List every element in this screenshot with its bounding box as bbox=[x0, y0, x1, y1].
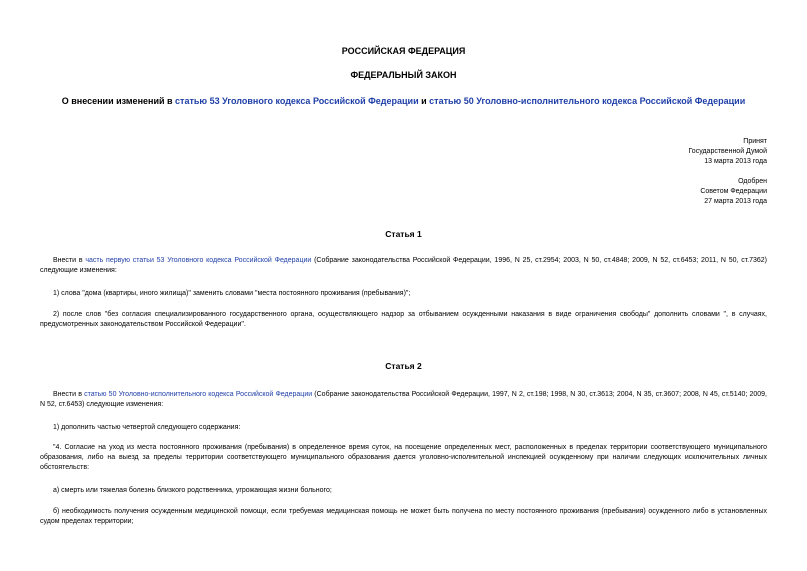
accepted-by: Государственной Думой bbox=[688, 148, 767, 155]
article-2-paragraph-2: 1) дополнить частью четвертой следующего содержания: bbox=[53, 424, 241, 431]
article-1-paragraph-3: 2) после слов "без согласия специализированного государственного органа, осуществляющего надзор за отбыванием осужденными наказания в виде ограничения свободы" дополнить словами ", в случаях, предусмотренных законодательством Российской Федерации". bbox=[40, 311, 767, 328]
article-1-paragraph-2: 1) слова "дома (квартиры, иного жилища)" заменить словами "места постоянного проживания (пребывания)"; bbox=[53, 290, 411, 297]
a2p1-post: (Собрание законодательства Российской Федерации, 1997, N 2, ст.198; 1998, N 30, ст.3613; 2004, N 35, ст.3607; 2008, N 45, ст.5140; 2009, N 52, ст.6453) следующие изменения: bbox=[40, 391, 767, 408]
article-1-paragraph-1 bbox=[40, 256, 767, 276]
doc-type-heading: ФЕДЕРАЛЬНЫЙ ЗАКОН bbox=[350, 70, 457, 80]
a2p1-pre: Внести в bbox=[53, 391, 85, 398]
a1p1-post: (Собрание законодательства Российской Федерации, 1996, N 25, ст.2954; 2003, N 50, ст.4848; 2009, N 52, ст.6453; 2011, N 50, ст.7362) следующие изменения: bbox=[40, 257, 767, 274]
link-part-one-article-53[interactable]: часть первую статьи 53 Уголовного кодекса Российской Федерации bbox=[85, 257, 312, 264]
link-article-50[interactable]: статью 50 Уголовно-исполнительного кодекса Российской Федерации bbox=[84, 391, 313, 398]
article-2-paragraph-3: "4. Согласие на уход из места постоянного проживания (пребывания) в определенное время суток, на посещение определенных мест, расположенных в пределах территории соответствующего муниципального образования, либо на выезд за пределы территории соответствующего муниципального образования дается уголовно-исполнительной инспекцией осужденному при наличии следующих исключительных личных обстоятельств: bbox=[40, 444, 767, 471]
accepted-date: 13 марта 2013 года bbox=[704, 158, 767, 165]
country-heading: РОССИЙСКАЯ ФЕДЕРАЦИЯ bbox=[341, 46, 466, 56]
approved-date: 27 марта 2013 года bbox=[704, 198, 767, 205]
adoption-duma bbox=[688, 137, 767, 167]
adoption-council bbox=[700, 177, 767, 207]
accepted-label: Принят bbox=[743, 138, 767, 145]
title-text-pre: О внесении изменений в bbox=[61, 96, 176, 106]
approved-by: Советом Федерации bbox=[700, 188, 767, 195]
article-2-paragraph-5: б) необходимость получения осужденным медицинской помощи, если требуемая медицинская помощь не может быть получена по месту постоянного проживания (пребывания) осужденного либо в установленных судом пределах территории; bbox=[40, 508, 767, 525]
law-title bbox=[0, 96, 807, 106]
approved-label: Одобрен bbox=[738, 178, 767, 185]
article-1-heading: Статья 1 bbox=[385, 229, 422, 239]
article-2-paragraph-1 bbox=[40, 390, 767, 410]
title-text-mid: и bbox=[418, 96, 430, 106]
title-link-article-50[interactable]: статью 50 Уголовно-исполнительного кодекса Российской Федерации bbox=[429, 96, 746, 106]
article-2-heading: Статья 2 bbox=[385, 361, 422, 371]
a1p1-pre: Внести в bbox=[53, 257, 86, 264]
title-link-article-53[interactable]: статью 53 Уголовного кодекса Российской Федерации bbox=[175, 96, 419, 106]
article-2-paragraph-4: а) смерть или тяжелая болезнь близкого родственника, угрожающая жизни больного; bbox=[53, 487, 332, 494]
